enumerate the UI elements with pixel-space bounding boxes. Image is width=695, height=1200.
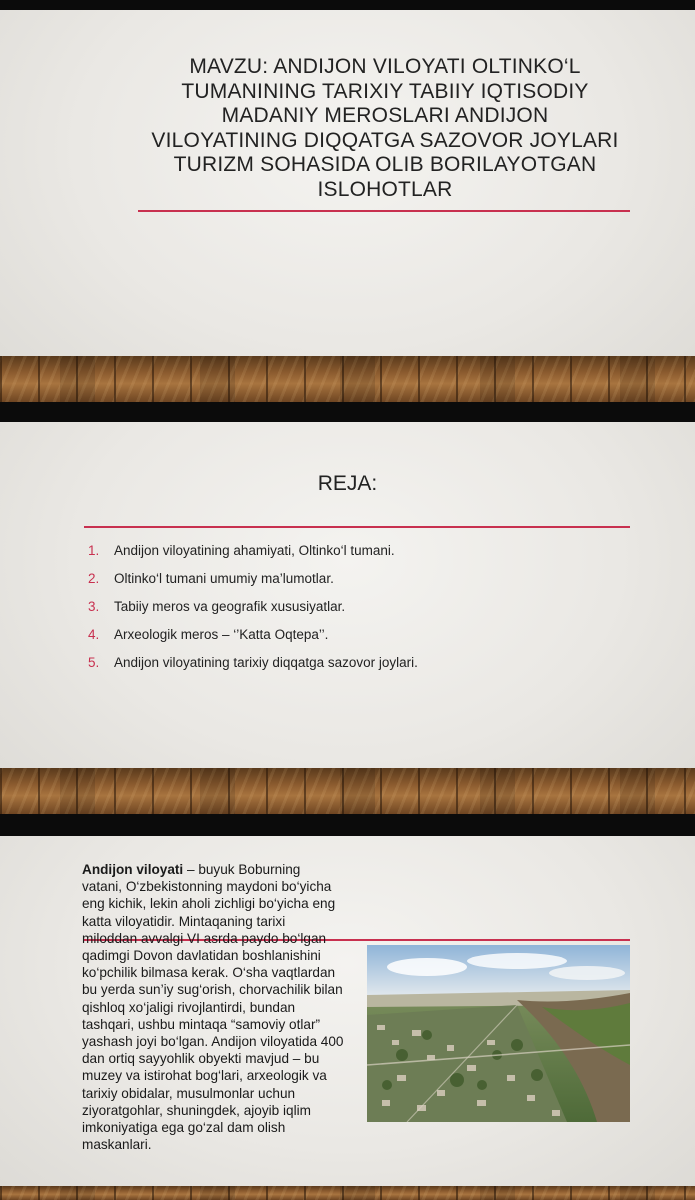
plan-item — [88, 571, 418, 599]
plan-item-text: Oltinko‘l tumani umumiy ma’lumotlar. — [114, 571, 334, 586]
slide-andijon — [0, 836, 695, 1200]
slide-plan — [0, 422, 695, 814]
wood-floor — [0, 768, 695, 814]
plan-item-number: 3. — [88, 599, 100, 614]
plan-item-text: Tabiiy meros va geografik xususiyatlar. — [114, 599, 346, 614]
plan-list — [88, 543, 418, 683]
plan-item-number: 1. — [88, 543, 100, 558]
aerial-landscape-photo — [367, 945, 630, 1122]
wood-floor — [0, 356, 695, 402]
title-underline — [84, 526, 630, 528]
plan-item-number: 5. — [88, 655, 100, 670]
plan-item — [88, 655, 418, 683]
lead-term: Andijon viloyati — [82, 862, 184, 877]
slide-1-title: MAVZU: ANDIJON VILOYATI OLTINKO‘L TUMANINING TARIXIY TABIIY IQTISODIY MADANIY MEROSLARI ANDIJON VILOYATINING DIQQATGA SAZOVOR JOYLARI TURIZM SOHASIDA OLIB BORILAYOTGAN ISLOHOTLAR — [151, 55, 619, 201]
slide-3-text — [82, 861, 344, 1153]
plan-item-number: 4. — [88, 627, 100, 642]
wood-floor — [0, 1186, 695, 1200]
slide-title — [0, 10, 695, 402]
plan-item — [88, 599, 418, 627]
plan-item-text: Andijon viloyatining tarixiy diqqatga sazovor joylari. — [114, 655, 418, 670]
body-paragraph: – buyuk Boburning vatani, O‘zbekistonning maydoni bo‘yicha eng kichik, lekin aholi zichligi bo‘yicha eng katta viloyatidir. Mintaqaning tarixi miloddan avvalgi VI asrda paydo bo‘lgan qadimgi Dovon davlatidan boshlanishini ko‘pchilik bilmasa kerak. O‘sha vaqtlardan bu yerda sun’iy sug‘orish, chorvachilik bilan qishloq xo‘jaligi rivojlantirdi, bundan tashqari, ushbu mintaqa “samoviy otlar” yashash joyi bo‘lgan. Andijon viloyatida 400 dan ortiq sayyohlik obyekti mavjud – bu muzey va istirohat bog‘lari, arxeologik va tarixiy obidalar, musulmonlar uchun ziyoratgohlar, shuningdek, ajoyib iqlim imkoniyatiga ega go‘zal dam olish maskanlari. — [82, 862, 344, 1153]
plan-item — [88, 543, 418, 571]
plan-item-text: Andijon viloyatining ahamiyati, Oltinko‘l tumani. — [114, 543, 395, 558]
plan-item — [88, 627, 418, 655]
title-underline — [138, 210, 630, 212]
slide-2-title: REJA: — [317, 472, 378, 495]
plan-item-text: Arxeologik meros – ‘’Katta Oqtepa’’. — [114, 627, 329, 642]
plan-item-number: 2. — [88, 571, 100, 586]
